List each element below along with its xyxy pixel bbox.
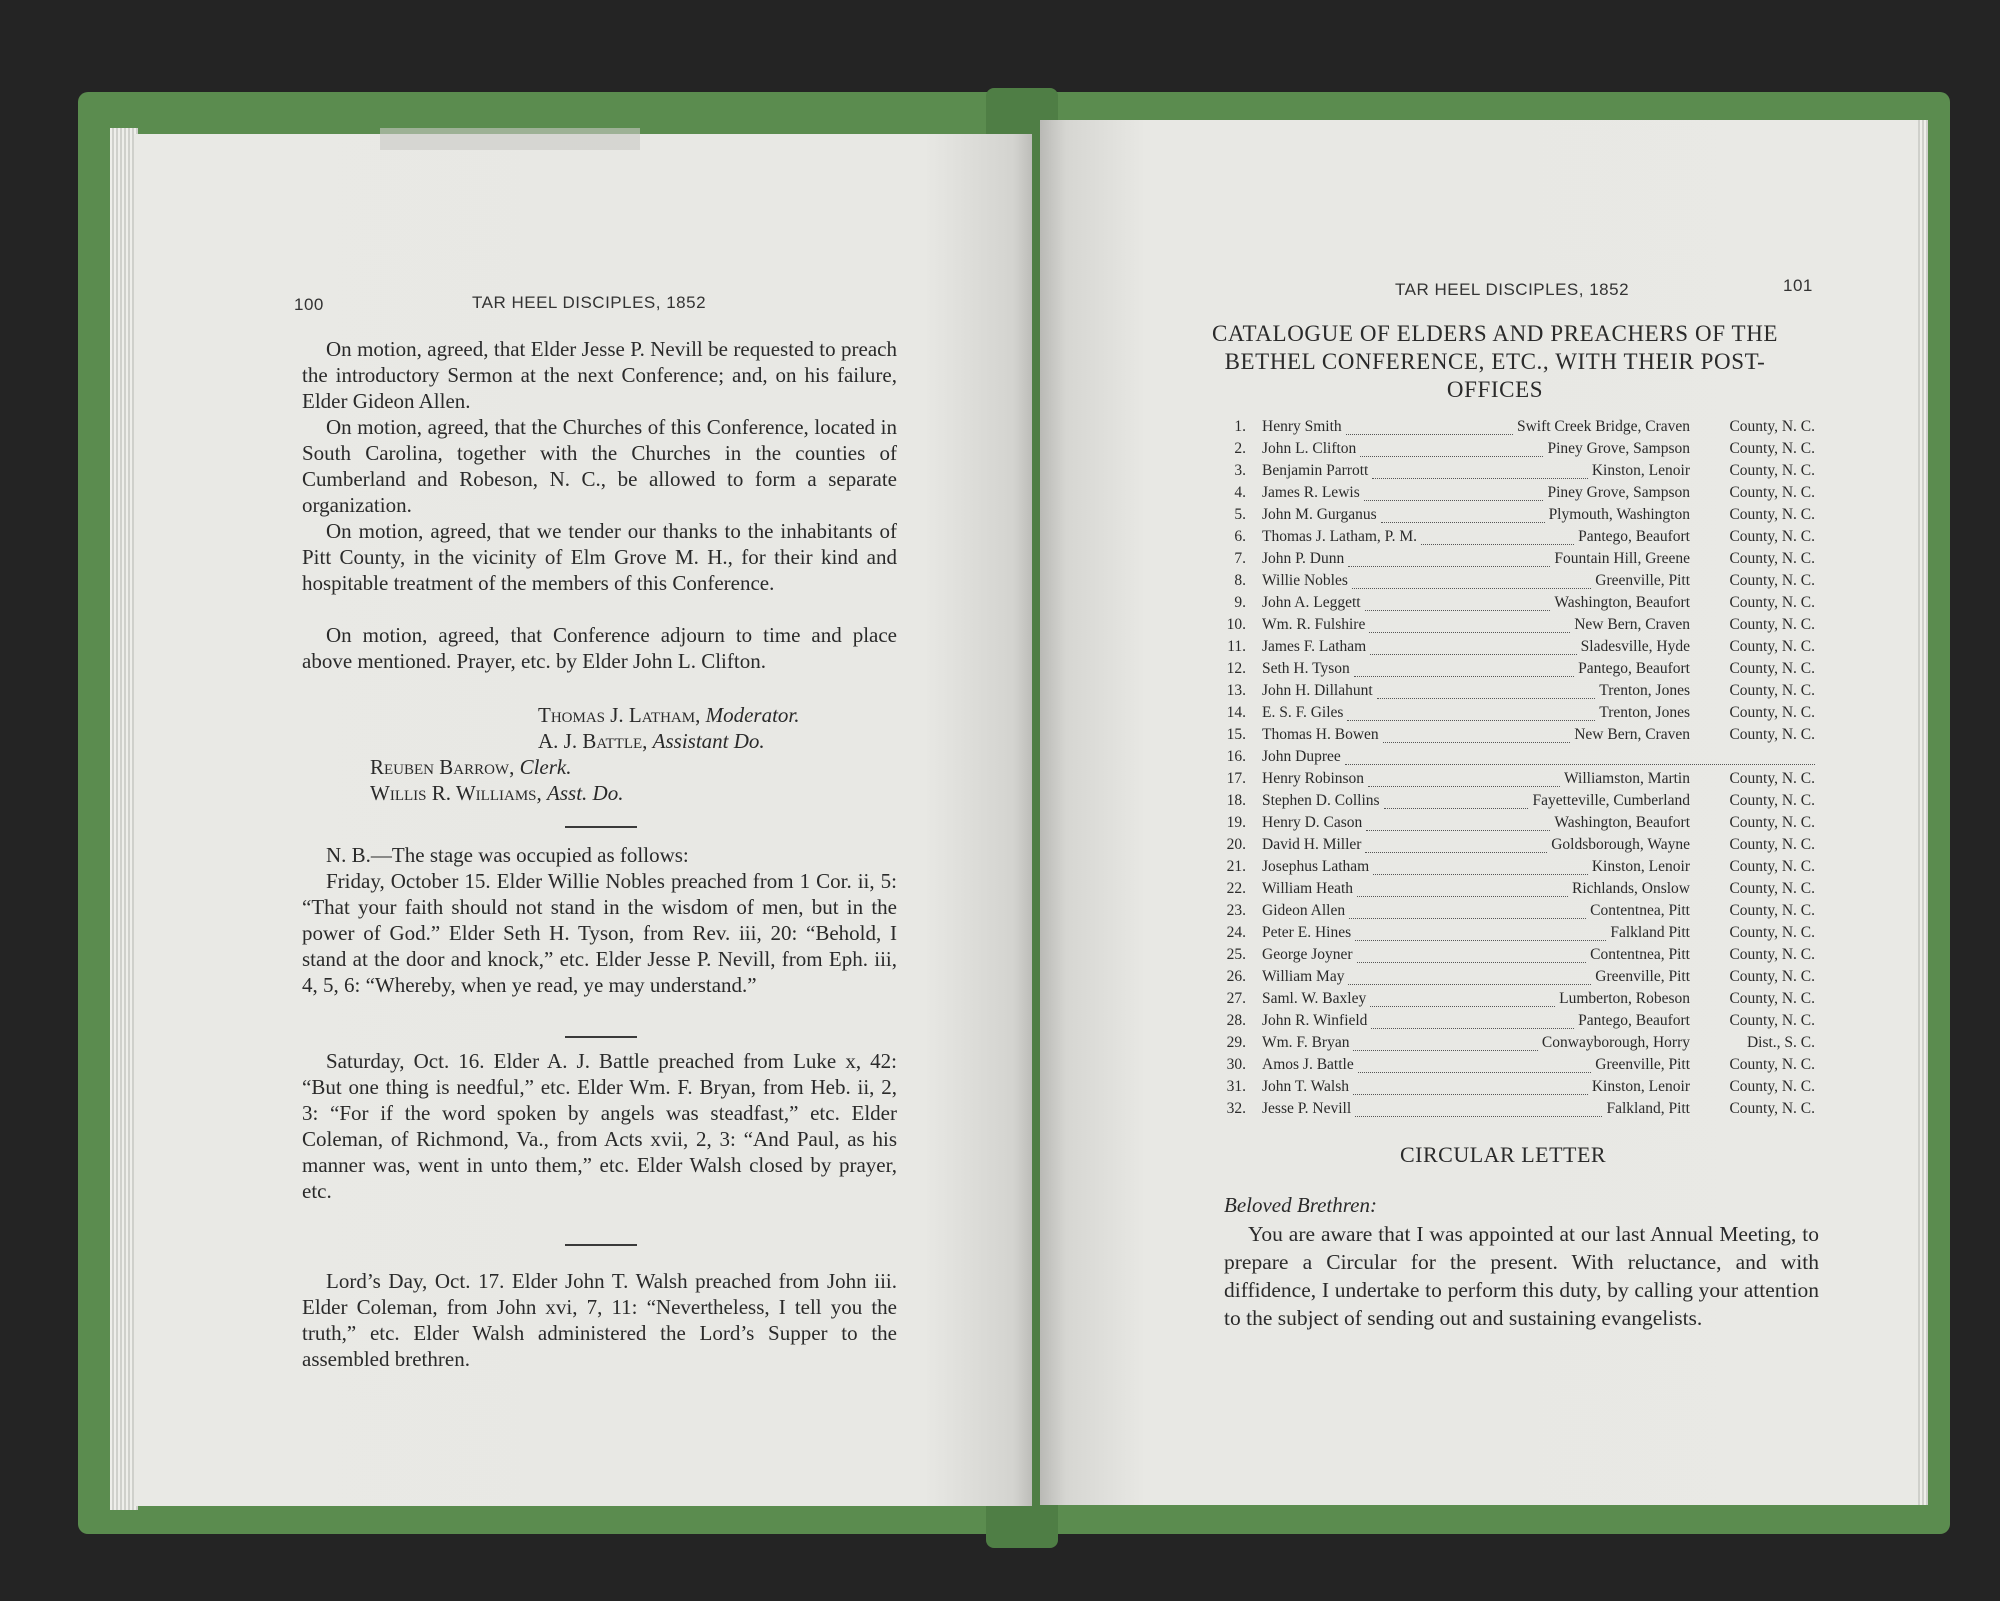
entry-post-office: Conwayborough, Horry xyxy=(1541,1034,1690,1051)
entry-number: 14. xyxy=(1226,704,1246,721)
leader-dots xyxy=(1421,543,1574,545)
entry-post-office: Trenton, Jones xyxy=(1599,704,1690,721)
entry-name: John H. Dillahunt xyxy=(1262,682,1373,699)
entry-number: 7. xyxy=(1234,550,1246,567)
entry-post-office: Pantego, Beaufort xyxy=(1578,528,1690,545)
leader-dots xyxy=(1365,851,1547,853)
entry-name: John R. Winfield xyxy=(1262,1012,1368,1029)
entry-county: County, N. C. xyxy=(1729,858,1815,875)
entry-name: Benjamin Parrott xyxy=(1262,462,1369,479)
entry-post-office: New Bern, Craven xyxy=(1574,616,1690,633)
entry-county: County, N. C. xyxy=(1729,924,1815,941)
entry-post-office: Piney Grove, Sampson xyxy=(1547,484,1690,501)
entry-county: County, N. C. xyxy=(1729,594,1815,611)
signature-name: Reuben Barrow, xyxy=(370,755,515,779)
entry-county: County, N. C. xyxy=(1729,726,1815,743)
catalogue-entry xyxy=(1220,858,1815,880)
entry-name: John M. Gurganus xyxy=(1262,506,1377,523)
catalogue-entry xyxy=(1220,660,1815,682)
leader-dots xyxy=(1360,455,1543,457)
left-running-head: TAR HEEL DISCIPLES, 1852 xyxy=(472,293,707,312)
leader-dots xyxy=(1347,719,1595,721)
entry-county: County, N. C. xyxy=(1729,946,1815,963)
entry-post-office: Fountain Hill, Greene xyxy=(1554,550,1690,567)
entry-number: 6. xyxy=(1234,528,1246,545)
leader-dots xyxy=(1384,807,1528,809)
leader-dots xyxy=(1373,873,1588,875)
catalogue-entry xyxy=(1220,748,1815,770)
catalogue-entry xyxy=(1220,880,1815,902)
entry-county: County, N. C. xyxy=(1729,440,1815,457)
entry-number: 28. xyxy=(1226,1012,1246,1029)
catalogue-entry xyxy=(1220,814,1815,836)
entry-name: Josephus Latham xyxy=(1262,858,1370,875)
entry-number: 26. xyxy=(1226,968,1246,985)
catalogue-entry xyxy=(1220,682,1815,704)
entry-name: Saml. W. Baxley xyxy=(1262,990,1367,1007)
entry-number: 3. xyxy=(1234,462,1246,479)
entry-number: 25. xyxy=(1226,946,1246,963)
entry-post-office: Williamston, Martin xyxy=(1564,770,1690,787)
circular-body: You are aware that I was appointed at our last Annual Meeting, to prepare a Circular for the present. With reluctance, and with diffidence, I undertake to perform this duty, by calling your attention to the subject of sending out and sustaining evangelists. xyxy=(1224,1222,1819,1330)
paragraph-south-carolina: On motion, agreed, that the Churches of this Conference, located in South Carolina, together with the Churches in the counties of Cumberland and Robeson, N. C., be allowed to form a separate organization. xyxy=(302,415,897,517)
entry-number: 23. xyxy=(1226,902,1246,919)
catalogue-entry xyxy=(1220,924,1815,946)
signature-assistant xyxy=(538,728,765,754)
entry-name: George Joyner xyxy=(1262,946,1353,963)
leader-dots xyxy=(1383,741,1570,743)
entry-county: County, N. C. xyxy=(1729,1100,1815,1117)
leader-dots xyxy=(1353,1049,1538,1051)
entry-name: Gideon Allen xyxy=(1262,902,1346,919)
entry-number: 12. xyxy=(1226,660,1246,677)
entry-post-office: Lumberton, Robeson xyxy=(1559,990,1690,1007)
entry-name: Jesse P. Nevill xyxy=(1262,1100,1352,1117)
entry-number: 11. xyxy=(1227,638,1246,655)
entry-post-office: Greenville, Pitt xyxy=(1595,1056,1690,1073)
entry-county: County, N. C. xyxy=(1729,902,1815,919)
section-rule xyxy=(565,1244,637,1246)
catalogue-entry xyxy=(1220,968,1815,990)
entry-name: Thomas H. Bowen xyxy=(1262,726,1379,743)
signature-name: A. J. Battle, xyxy=(538,729,648,753)
catalogue-entry xyxy=(1220,440,1815,462)
entry-county: County, N. C. xyxy=(1729,990,1815,1007)
entry-county: County, N. C. xyxy=(1729,572,1815,589)
signature-asst-clerk xyxy=(370,780,623,806)
entry-county: County, N. C. xyxy=(1729,528,1815,545)
entry-post-office: Washington, Beaufort xyxy=(1554,814,1690,831)
entry-post-office: Greenville, Pitt xyxy=(1595,968,1690,985)
paragraph-lords-day: Lord’s Day, Oct. 17. Elder John T. Walsh preached from John iii. Elder Coleman, from John xvi, 7, 11: “Nevertheless, I tell you the truth,” etc. Elder Walsh administered the Lord’s Supper to the assembled brethren. xyxy=(302,1269,897,1371)
entry-post-office: New Bern, Craven xyxy=(1574,726,1690,743)
leader-dots xyxy=(1348,565,1550,567)
entry-county: County, N. C. xyxy=(1729,418,1815,435)
entry-name: Wm. R. Fulshire xyxy=(1262,616,1366,633)
leader-dots xyxy=(1371,1027,1574,1029)
entry-number: 20. xyxy=(1226,836,1246,853)
leader-dots xyxy=(1366,829,1550,831)
section-rule xyxy=(565,826,637,828)
entry-county: County, N. C. xyxy=(1729,704,1815,721)
signature-name: Willis R. Williams, xyxy=(370,781,542,805)
leader-dots xyxy=(1348,983,1591,985)
entry-name: Henry D. Cason xyxy=(1262,814,1363,831)
signature-title: Asst. Do. xyxy=(547,781,624,805)
entry-number: 18. xyxy=(1226,792,1246,809)
leader-dots xyxy=(1369,631,1570,633)
entry-number: 32. xyxy=(1226,1100,1246,1117)
signature-name: Thomas J. Latham, xyxy=(538,703,701,727)
entry-number: 2. xyxy=(1234,440,1246,457)
entry-number: 30. xyxy=(1226,1056,1246,1073)
entry-post-office: Sladesville, Hyde xyxy=(1580,638,1690,655)
leader-dots xyxy=(1372,477,1588,479)
entry-name: James F. Latham xyxy=(1262,638,1367,655)
entry-name: John T. Walsh xyxy=(1262,1078,1350,1095)
entry-post-office: Kinston, Lenoir xyxy=(1591,462,1690,479)
entry-county: County, N. C. xyxy=(1729,1056,1815,1073)
catalogue-entry xyxy=(1220,704,1815,726)
paragraph-adjourn: On motion, agreed, that Conference adjourn to time and place above mentioned. Prayer, etc. by Elder John L. Clifton. xyxy=(302,623,897,673)
entry-post-office: Contentnea, Pitt xyxy=(1590,902,1690,919)
catalogue-entry xyxy=(1220,550,1815,572)
leader-dots xyxy=(1355,1115,1602,1117)
nb-heading: N. B.—The stage was occupied as follows: xyxy=(326,843,689,867)
catalogue-entry xyxy=(1220,638,1815,660)
entry-number: 10. xyxy=(1226,616,1246,633)
entry-post-office: Swift Creek Bridge, Craven xyxy=(1516,418,1690,435)
entry-name: Amos J. Battle xyxy=(1262,1056,1354,1073)
catalogue-entry xyxy=(1220,484,1815,506)
catalogue-title: CATALOGUE OF ELDERS AND PREACHERS OF THE BETHEL CONFERENCE, ETC., WITH THEIR POST-OFFICES xyxy=(1211,321,1779,402)
catalogue-entry xyxy=(1220,594,1815,616)
entry-number: 16. xyxy=(1226,748,1246,765)
entry-name: Wm. F. Bryan xyxy=(1262,1034,1350,1051)
leader-dots xyxy=(1353,1093,1588,1095)
entry-post-office: Falkland Pitt xyxy=(1610,924,1690,941)
catalogue-entry xyxy=(1220,770,1815,792)
entry-post-office: Greenville, Pitt xyxy=(1595,572,1690,589)
leader-dots xyxy=(1357,895,1568,897)
catalogue-entry xyxy=(1220,616,1815,638)
leader-dots xyxy=(1370,653,1577,655)
entry-county: Dist., S. C. xyxy=(1746,1034,1815,1051)
catalogue-entry xyxy=(1220,506,1815,528)
entry-number: 4. xyxy=(1234,484,1246,501)
signature-title: Moderator. xyxy=(705,703,800,727)
entry-number: 17. xyxy=(1226,770,1246,787)
entry-number: 31. xyxy=(1226,1078,1246,1095)
entry-county: County, N. C. xyxy=(1729,770,1815,787)
right-running-head: TAR HEEL DISCIPLES, 1852 xyxy=(1395,280,1630,299)
circular-letter-heading: CIRCULAR LETTER xyxy=(1400,1142,1607,1167)
catalogue-entry xyxy=(1220,902,1815,924)
entry-county: County, N. C. xyxy=(1729,462,1815,479)
entry-post-office: Kinston, Lenoir xyxy=(1591,1078,1690,1095)
catalogue-entry xyxy=(1220,418,1815,440)
catalogue-entry xyxy=(1220,836,1815,858)
entry-county: County, N. C. xyxy=(1729,880,1815,897)
left-page-number: 100 xyxy=(294,295,324,314)
entry-name: David H. Miller xyxy=(1262,836,1362,853)
entry-county: County, N. C. xyxy=(1729,968,1815,985)
leader-dots xyxy=(1345,763,1815,765)
entry-name: Stephen D. Collins xyxy=(1262,792,1380,809)
entry-name: Thomas J. Latham, P. M. xyxy=(1262,528,1417,545)
signature-title: Clerk. xyxy=(519,755,572,779)
entry-name: William Heath xyxy=(1262,880,1354,897)
entry-number: 27. xyxy=(1226,990,1246,1007)
catalogue-entry xyxy=(1220,990,1815,1012)
entry-county: County, N. C. xyxy=(1729,814,1815,831)
entry-post-office: Washington, Beaufort xyxy=(1554,594,1690,611)
catalogue-entry xyxy=(1220,1034,1815,1056)
leader-dots xyxy=(1377,697,1595,699)
entry-name: Seth H. Tyson xyxy=(1262,660,1350,677)
paragraph-saturday: Saturday, Oct. 16. Elder A. J. Battle preached from Luke x, 42: “But one thing is needful,” etc. Elder Wm. F. Bryan, from Heb. ii, 2, 3: “For if the word spoken by angels was steadfast,” etc. Elder Coleman, of Richmond, Va., from Acts xvii, 2, 3: “And Paul, as his manner was, went in unto them,” etc. Elder Walsh closed by prayer, etc. xyxy=(302,1049,897,1203)
catalogue-entry xyxy=(1220,1012,1815,1034)
entry-post-office: Kinston, Lenoir xyxy=(1591,858,1690,875)
entry-name: John L. Clifton xyxy=(1262,440,1357,457)
entry-name: John A. Leggett xyxy=(1262,594,1361,611)
section-rule xyxy=(565,1036,637,1038)
leader-dots xyxy=(1357,961,1586,963)
entry-post-office: Trenton, Jones xyxy=(1599,682,1690,699)
entry-number: 24. xyxy=(1226,924,1246,941)
entry-county: County, N. C. xyxy=(1729,550,1815,567)
leader-dots xyxy=(1368,785,1560,787)
catalogue-entry xyxy=(1220,1056,1815,1078)
leader-dots xyxy=(1381,521,1545,523)
entry-post-office: Contentnea, Pitt xyxy=(1590,946,1690,963)
salutation: Beloved Brethren: xyxy=(1224,1193,1377,1217)
catalogue-entry xyxy=(1220,462,1815,484)
leader-dots xyxy=(1354,675,1574,677)
catalogue-entry xyxy=(1220,792,1815,814)
catalogue-entry xyxy=(1220,528,1815,550)
entry-county: County, N. C. xyxy=(1729,836,1815,853)
leader-dots xyxy=(1355,939,1606,941)
entry-post-office: Richlands, Onslow xyxy=(1572,880,1690,897)
entry-post-office: Pantego, Beaufort xyxy=(1578,660,1690,677)
entry-name: E. S. F. Giles xyxy=(1262,704,1344,721)
entry-number: 1. xyxy=(1234,418,1246,435)
entry-number: 8. xyxy=(1234,572,1246,589)
catalogue-entry xyxy=(1220,946,1815,968)
entry-name: John P. Dunn xyxy=(1262,550,1345,567)
right-page-number: 101 xyxy=(1783,276,1813,295)
entry-county: County, N. C. xyxy=(1729,1012,1815,1029)
entry-number: 13. xyxy=(1226,682,1246,699)
entry-name: John Dupree xyxy=(1262,748,1341,765)
leader-dots xyxy=(1370,1005,1555,1007)
entry-name: William May xyxy=(1262,968,1345,985)
entry-post-office: Plymouth, Washington xyxy=(1548,506,1690,523)
catalogue-entry xyxy=(1220,572,1815,594)
entry-post-office: Fayetteville, Cumberland xyxy=(1532,792,1690,809)
entry-number: 29. xyxy=(1226,1034,1246,1051)
entry-county: County, N. C. xyxy=(1729,506,1815,523)
entry-number: 19. xyxy=(1226,814,1246,831)
entry-post-office: Goldsborough, Wayne xyxy=(1551,836,1690,853)
entry-name: Peter E. Hines xyxy=(1262,924,1352,941)
leader-dots xyxy=(1346,433,1513,435)
entry-county: County, N. C. xyxy=(1729,1078,1815,1095)
signature-clerk xyxy=(370,754,572,780)
entry-county: County, N. C. xyxy=(1729,792,1815,809)
paragraph-sermon: On motion, agreed, that Elder Jesse P. Nevill be requested to preach the introductory Sermon at the next Conference; and, on his failure, Elder Gideon Allen. xyxy=(302,337,897,413)
entry-county: County, N. C. xyxy=(1729,484,1815,501)
entry-name: Willie Nobles xyxy=(1262,572,1348,589)
entry-post-office: Falkland, Pitt xyxy=(1606,1100,1690,1117)
leader-dots xyxy=(1352,587,1591,589)
entry-name: Henry Smith xyxy=(1262,418,1342,435)
entry-number: 21. xyxy=(1226,858,1246,875)
entry-post-office: Piney Grove, Sampson xyxy=(1547,440,1690,457)
entry-number: 15. xyxy=(1226,726,1246,743)
signature-title: Assistant Do. xyxy=(652,729,765,753)
catalogue-entry xyxy=(1220,726,1815,748)
entry-county: County, N. C. xyxy=(1729,616,1815,633)
entry-number: 22. xyxy=(1226,880,1246,897)
leader-dots xyxy=(1349,917,1586,919)
paragraph-friday: Friday, October 15. Elder Willie Nobles preached from 1 Cor. ii, 5: “That your faith should not stand in the wisdom of men, but in the power of God.” Elder Seth H. Tyson, from Rev. iii, 20: “Behold, I stand at the door and knock,” etc. Elder Jesse P. Nevill, from Eph. iii, 4, 5, 6: “Whereby, when ye read, ye may understand.” xyxy=(302,869,897,997)
entry-county: County, N. C. xyxy=(1729,682,1815,699)
catalogue-entry xyxy=(1220,1100,1815,1122)
leader-dots xyxy=(1358,1071,1591,1073)
page-shadow xyxy=(380,128,640,150)
catalogue-entry xyxy=(1220,1078,1815,1100)
entry-county: County, N. C. xyxy=(1729,660,1815,677)
entry-post-office: Pantego, Beaufort xyxy=(1578,1012,1690,1029)
leader-dots xyxy=(1364,499,1543,501)
signature-moderator xyxy=(538,702,800,728)
paragraph-thanks: On motion, agreed, that we tender our thanks to the inhabitants of Pitt County, in the vicinity of Elm Grove M. H., for their kind and hospitable treatment of the members of this Conference. xyxy=(302,519,897,595)
entry-name: James R. Lewis xyxy=(1262,484,1360,501)
entry-number: 5. xyxy=(1234,506,1246,523)
entry-name: Henry Robinson xyxy=(1262,770,1365,787)
entry-number: 9. xyxy=(1234,594,1246,611)
leader-dots xyxy=(1365,609,1550,611)
entry-county: County, N. C. xyxy=(1729,638,1815,655)
